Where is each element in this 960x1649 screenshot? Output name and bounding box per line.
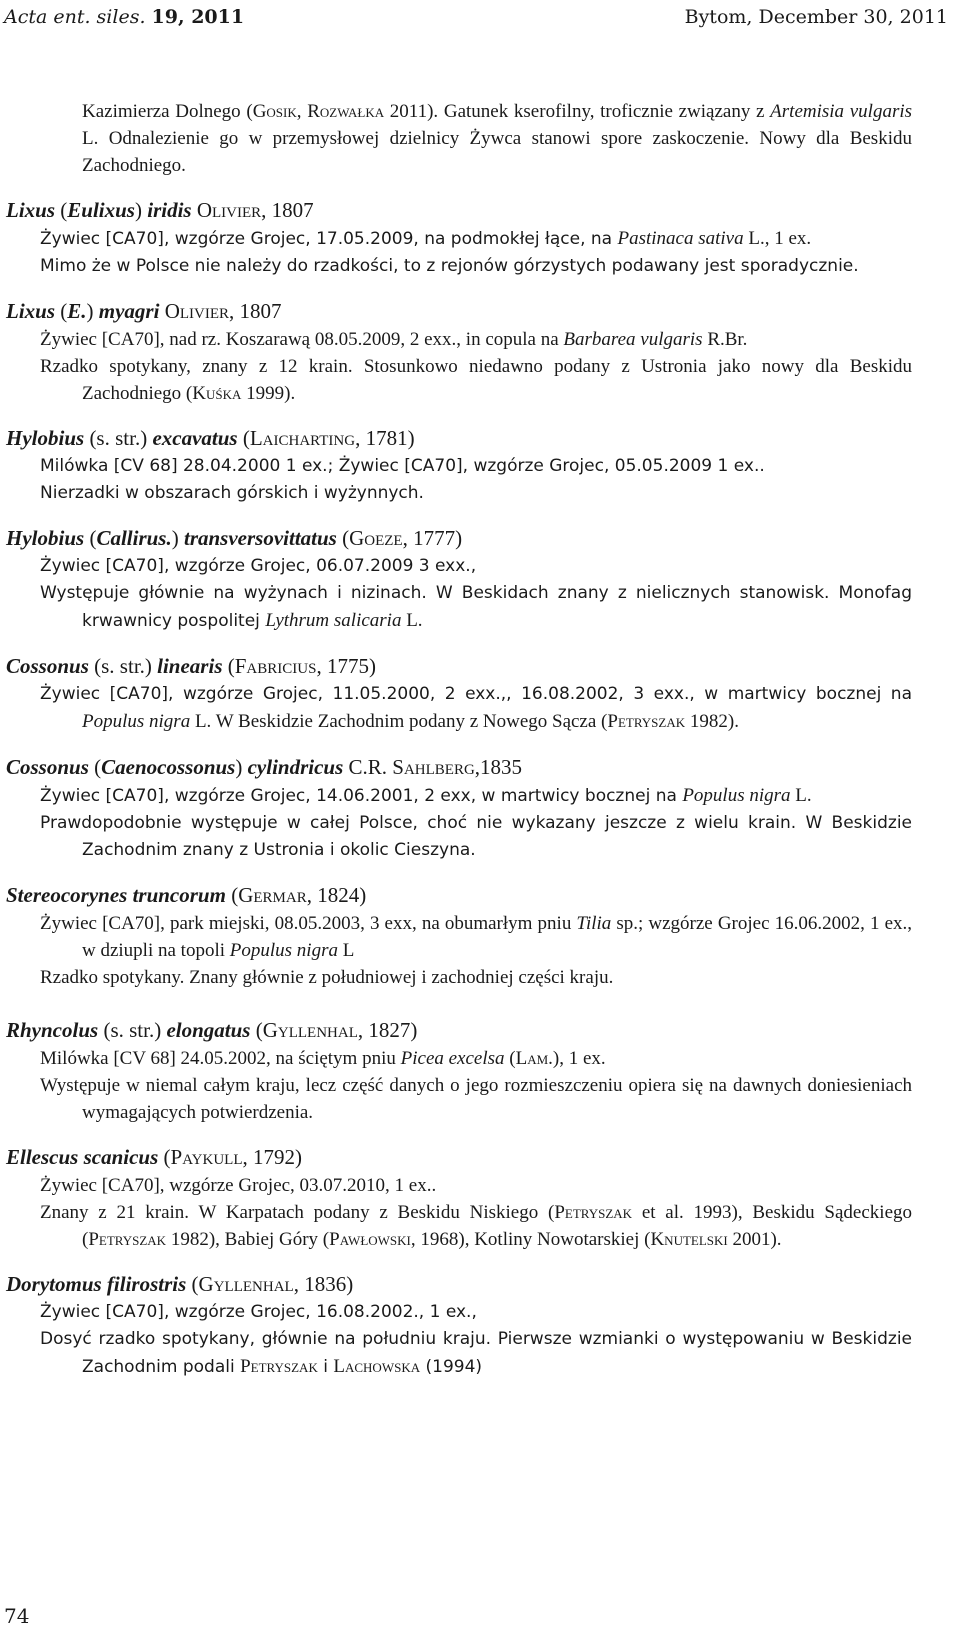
note-text: Rzadko spotykany. Znany głównie z południowej i zachodniej części kraju. xyxy=(40,967,614,988)
separator: ( xyxy=(158,1145,171,1169)
plant-name: Tilia xyxy=(576,913,612,934)
record-part: Żywiec [CA70], nad rz. Koszarawą 08.05.2009, 2 exx., in copula na xyxy=(40,329,564,350)
separator: ( xyxy=(225,883,239,907)
author-name: Petryszak xyxy=(607,711,686,732)
author-name: Petryszak xyxy=(88,1229,167,1250)
genus: Lixus xyxy=(6,198,56,222)
species-year: , 1807 xyxy=(261,198,314,222)
separator: ( xyxy=(237,426,250,450)
record-part: L. W Beskidzie Zachodnim podany z Nowego Sącza ( xyxy=(190,711,608,732)
species-title xyxy=(6,296,960,326)
species-title xyxy=(6,880,960,910)
note-part: Dosyć rzadko spotykany, głównie na południu kraju. Pierwsze wzmianki o występowaniu w Beskidzie Zachodnim podali xyxy=(40,1329,912,1377)
separator: ) xyxy=(86,299,99,323)
species-year: , 1807 xyxy=(229,299,282,323)
genus: Cossonus xyxy=(6,755,89,779)
author-name: Lam. xyxy=(515,1048,553,1069)
page-number: 74 xyxy=(4,1604,30,1628)
species-entry xyxy=(0,651,960,736)
species-year: , 1775) xyxy=(316,654,376,678)
species-year: , 1777) xyxy=(402,526,463,550)
note-text: Nierzadki w obszarach górskich i wyżynnych. xyxy=(40,483,424,503)
species-title xyxy=(6,1015,960,1045)
genus: Dorytomus filirostris xyxy=(6,1272,187,1296)
record-text: Żywiec [CA70], wzgórze Grojec, 16.08.2002., 1 ex., xyxy=(40,1302,477,1322)
species-year: ,1835 xyxy=(474,755,523,779)
separator: , xyxy=(296,101,308,122)
author-name: Lachowska xyxy=(333,1356,421,1377)
record-text: Żywiec [CA70], wzgórze Grojec, 06.07.2009 3 exx., xyxy=(40,556,477,576)
author-name: Pawłowski xyxy=(329,1229,411,1250)
record-text xyxy=(40,782,912,810)
record-part: Żywiec [CA70], wzgórze Grojec, 14.06.2001, 2 exx, w martwicy bocznej na xyxy=(40,786,683,806)
record-text xyxy=(40,910,912,964)
separator: (s. str.) xyxy=(84,426,153,450)
species-author: Gyllenhal xyxy=(262,1018,358,1042)
record-part: L xyxy=(337,940,355,961)
record-text xyxy=(40,1045,912,1072)
author-initials: C.R. xyxy=(343,755,393,779)
page-body xyxy=(0,98,960,1381)
species-year: , 1792) xyxy=(242,1145,302,1169)
record-part: ), 1 ex. xyxy=(552,1048,606,1069)
species-author: Germar xyxy=(238,883,307,907)
plant-name: Lythrum salicaria xyxy=(265,610,402,631)
species-title xyxy=(6,1269,960,1299)
subgenus: Caenocossonus xyxy=(101,755,236,779)
plant-name: Artemisia vulgaris xyxy=(770,101,913,122)
journal-volume: 19, 2011 xyxy=(151,6,245,28)
species: linearis xyxy=(157,654,223,678)
plant-name: Populus nigra xyxy=(82,711,191,732)
genus: Ellescus scanicus xyxy=(6,1145,159,1169)
subgenus: Callirus. xyxy=(96,526,172,550)
separator: ( xyxy=(84,526,97,550)
species-year: , 1781) xyxy=(355,426,415,450)
species-year: , 1824) xyxy=(306,883,367,907)
journal-name: Acta ent. siles. xyxy=(4,6,146,28)
species: cylindricus xyxy=(247,755,344,779)
species-author: Olivier xyxy=(159,299,230,323)
species-title xyxy=(6,1142,960,1172)
intro-text: L. Odnalezienie go w przemysłowej dzielnicy Żywca stanowi spore zaskoczenie. Nowy dla Beskidu Zachodniego. xyxy=(82,128,912,176)
record-text xyxy=(40,681,912,736)
note-text: Mimo że w Polsce nie należy do rzadkości, to z rejonów górzystych podawany jest sporadycznie. xyxy=(40,256,859,276)
plant-name: Picea excelsa xyxy=(400,1048,505,1069)
note-part: Rzadko spotykany, znany z 12 krain. Stosunkowo niedawno podany z Ustronia jako nowy dla Beskidu Zachodniego ( xyxy=(40,356,912,404)
plant-name: Pastinaca sativa xyxy=(617,228,744,249)
species-entry xyxy=(0,523,960,635)
species-title xyxy=(6,752,960,782)
note-part: 2001). xyxy=(727,1229,782,1250)
genus: Cossonus xyxy=(6,654,89,678)
genus: Hylobius xyxy=(6,526,85,550)
record-part: Żywiec [CA70], park miejski, 08.05.2003, 3 exx, na obumarłym pniu xyxy=(40,913,577,934)
note-part: Występuje głównie na wyżynach i nizinach. W Beskidach znany z nielicznych stanowisk. Monofag krwawnicy pospolitej xyxy=(40,583,912,631)
plant-name: Barbarea vulgaris xyxy=(563,329,703,350)
separator: ( xyxy=(186,1272,199,1296)
record-part: R.Br. xyxy=(702,329,748,350)
species-author: Gyllenhal xyxy=(198,1272,294,1296)
genus: Stereocorynes truncorum xyxy=(6,883,226,907)
record-text xyxy=(40,225,912,253)
record-text: Żywiec [CA70], wzgórze Grojec, 03.07.2010, 1 ex.. xyxy=(40,1175,437,1196)
species-author: Olivier xyxy=(191,198,262,222)
separator: (s. str.) xyxy=(98,1018,167,1042)
subgenus: Eulixus xyxy=(67,198,135,222)
note-text xyxy=(40,353,912,407)
note-text xyxy=(40,1199,912,1253)
record-part: Żywiec [CA70], wzgórze Grojec, 11.05.2000, 2 exx.,, 16.08.2002, 3 exx., w martwicy bocznej na xyxy=(40,684,912,704)
species: excavatus xyxy=(152,426,238,450)
species-year: , 1836) xyxy=(293,1272,354,1296)
separator: ( xyxy=(250,1018,263,1042)
species-entry xyxy=(0,880,960,991)
species-entry xyxy=(0,1015,960,1126)
intro-paragraph xyxy=(82,98,912,179)
separator: ( xyxy=(55,299,68,323)
species: myagri xyxy=(98,299,160,323)
note-text: Prawdopodobnie występuje w całej Polsce, choć nie wykazany jeszcze z wielu krain. W Beskidzie Zachodnim znany z Ustronia i okolic Cieszyna. xyxy=(40,813,912,860)
record-part: 1982). xyxy=(685,711,739,732)
author-name: Petryszak xyxy=(554,1202,633,1223)
genus: Rhyncolus xyxy=(6,1018,99,1042)
species-entry xyxy=(0,752,960,864)
species-title xyxy=(6,651,960,681)
record-part: L., 1 ex. xyxy=(743,228,812,249)
author-name: Petryszak xyxy=(240,1356,318,1377)
running-header xyxy=(0,4,960,36)
species-title xyxy=(6,423,960,453)
species-title xyxy=(6,523,960,553)
note-part: 1999). xyxy=(241,383,296,404)
species-title xyxy=(6,195,960,225)
author-name: Kuśka xyxy=(192,383,242,404)
record-part: Milówka [CV 68] 24.05.2002, na ściętym pniu xyxy=(40,1048,401,1069)
separator: ( xyxy=(222,654,235,678)
species-author: Goeze xyxy=(349,526,403,550)
species-author: Paykull xyxy=(170,1145,243,1169)
note-part: L. xyxy=(401,610,423,631)
species-entry xyxy=(0,423,960,507)
record-text xyxy=(40,326,912,353)
species: iridis xyxy=(147,198,192,222)
separator: ( xyxy=(88,755,102,779)
separator: ) xyxy=(235,755,248,779)
record-part: ( xyxy=(504,1048,516,1069)
species-author: Sahlberg xyxy=(392,755,475,779)
record-part: Żywiec [CA70], wzgórze Grojec, 17.05.2009, na podmokłej łące, na xyxy=(40,229,618,249)
publication-date: Bytom, December 30, 2011 xyxy=(684,6,948,28)
separator: (s. str.) xyxy=(88,654,158,678)
separator: ( xyxy=(55,198,68,222)
species-entry xyxy=(0,296,960,407)
subgenus: E. xyxy=(67,299,87,323)
species-author: Laicharting xyxy=(249,426,356,450)
genus: Hylobius xyxy=(6,426,85,450)
species: elongatus xyxy=(166,1018,251,1042)
record-text: Milówka [CV 68] 28.04.2000 1 ex.; Żywiec [CA70], wzgórze Grojec, 05.05.2009 1 ex.. xyxy=(40,456,765,476)
note-text xyxy=(40,580,912,635)
plant-name: Populus nigra xyxy=(229,940,338,961)
author-name: Knutelski xyxy=(650,1229,728,1250)
note-part: (1994) xyxy=(420,1357,483,1377)
intro-text: 2011). Gatunek kserofilny, troficznie związany z xyxy=(384,101,771,122)
note-part: , 1968), Kotliny Nowotarskiej ( xyxy=(410,1229,651,1250)
separator: ) xyxy=(171,526,184,550)
author-name: Rozwałka xyxy=(307,101,385,122)
intro-text: Kazimierza Dolnego ( xyxy=(82,101,253,122)
plant-name: Populus nigra xyxy=(682,785,791,806)
species: transversovittatus xyxy=(183,526,337,550)
record-part: sp.; wzgórze Grojec 16.06.2002, 1 ex., w dziupli na topoli xyxy=(82,913,912,961)
genus: Lixus xyxy=(6,299,56,323)
note-part: et al. 1993), Beskidu Sądeckiego ( xyxy=(82,1202,912,1250)
note-text: Występuje w niemal całym kraju, lecz część danych o jego rozmieszczeniu opiera się na dawnych doniesieniach wymagających potwierdzenia. xyxy=(40,1075,912,1123)
note-part: Znany z 21 krain. W Karpatach podany z Beskidu Niskiego ( xyxy=(40,1202,555,1223)
species-author: Fabricius xyxy=(234,654,317,678)
note-part: 1982), Babiej Góry ( xyxy=(166,1229,330,1250)
author-name: Gosik xyxy=(252,101,297,122)
species-entry xyxy=(0,1269,960,1381)
species-entry xyxy=(0,1142,960,1253)
note-text xyxy=(40,1326,912,1381)
separator: ) xyxy=(134,198,148,222)
note-part: i xyxy=(317,1357,334,1377)
journal-citation xyxy=(4,6,244,28)
species-year: , 1827) xyxy=(357,1018,418,1042)
record-part: L. xyxy=(790,785,812,806)
species-entry xyxy=(0,195,960,280)
separator: ( xyxy=(336,526,350,550)
